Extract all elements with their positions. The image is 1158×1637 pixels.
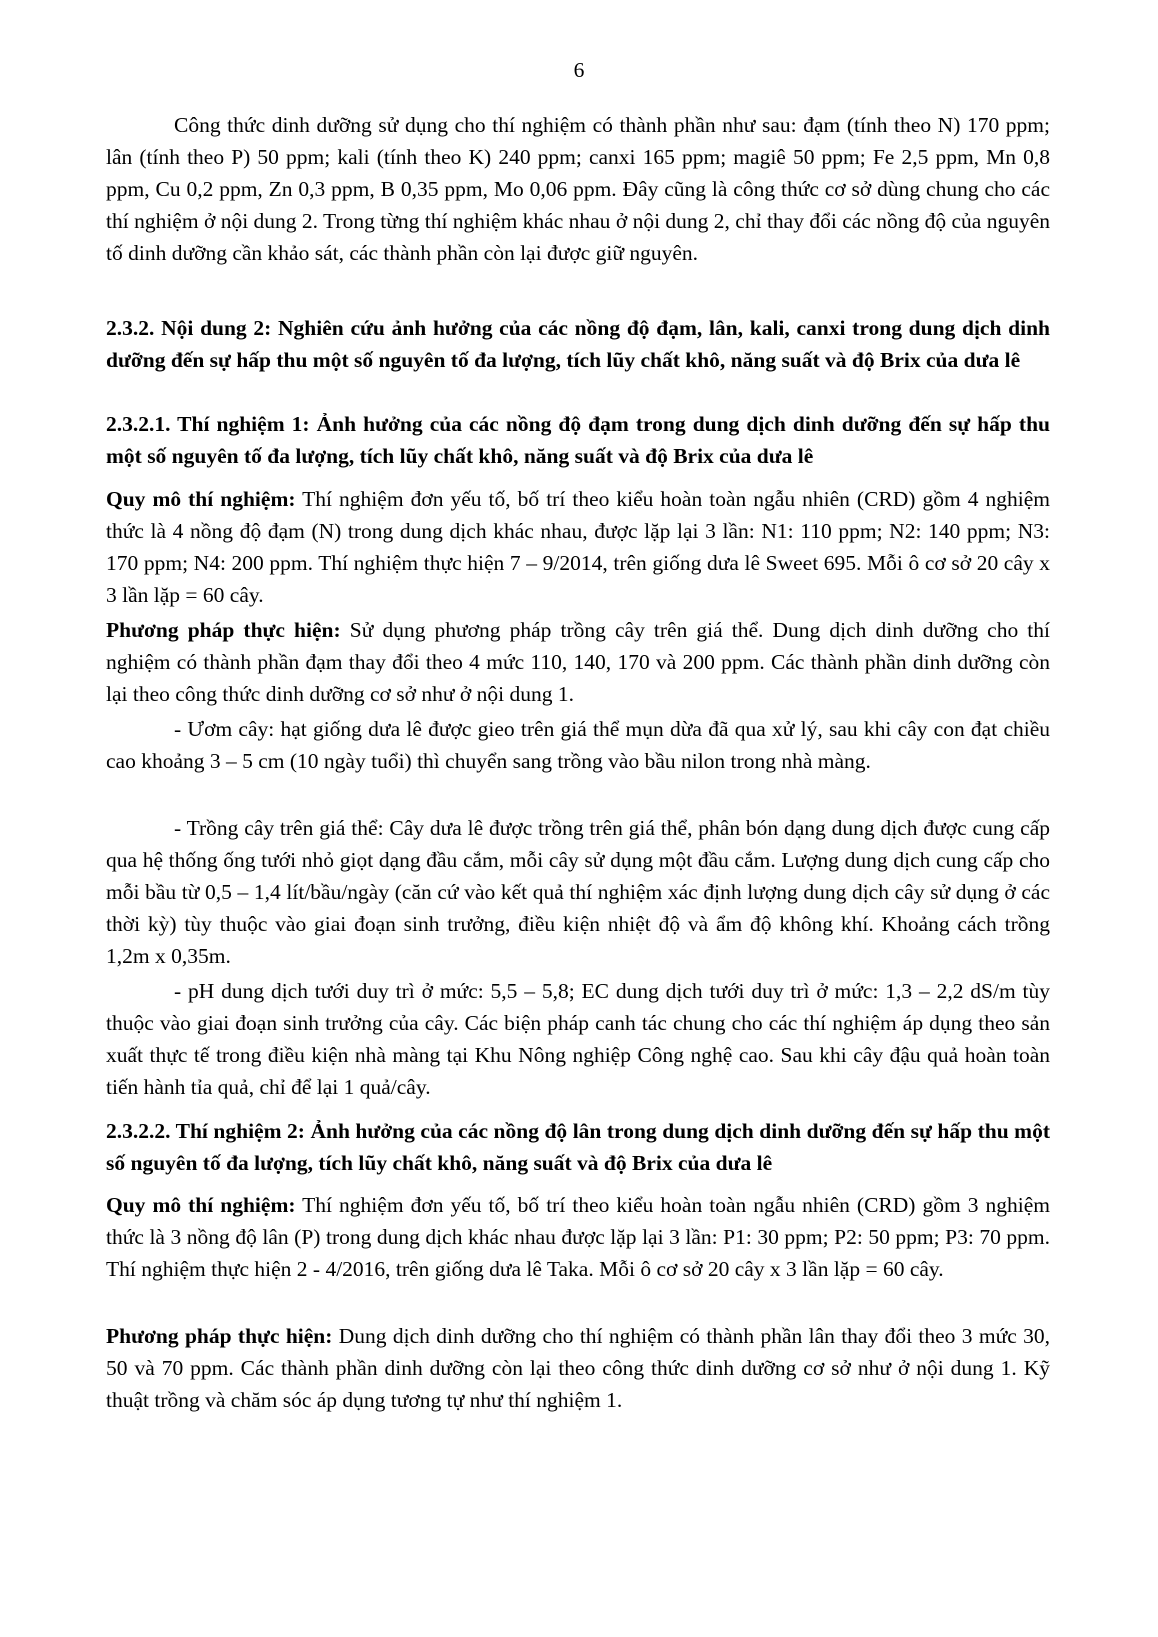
page-number: 6 bbox=[573, 58, 585, 82]
experiment-1-heading: 2.3.2.1. Thí nghiệm 1: Ảnh hưởng của các nồng độ đạm trong dung dịch dinh dưỡng đến sự hấp thu một số nguyên tố đa lượng, tích lũy chất khô, năng suất và độ Brix của dưa lê bbox=[106, 412, 1050, 468]
method-text: Sử dụng phương pháp trồng cây trên giá thể. Dung dịch dinh dưỡng cho thí nghiệm có thành phần đạm thay đổi theo 4 mức 110, 140, 170 và 200 ppm. Các thành phần dinh dưỡng còn lại theo công thức dinh dưỡng cơ sở như ở nội dung 1. bbox=[106, 618, 1050, 706]
experiment-1-seedling-bullet: - Ươm cây: hạt giống dưa lê được gieo trên giá thể mụn dừa đã qua xử lý, sau khi cây con đạt chiều cao khoảng 3 – 5 cm (10 ngày tuổi) thì chuyển sang trồng vào bầu nilon trong nhà màng. bbox=[106, 717, 1050, 773]
experiment-2-heading: 2.3.2.2. Thí nghiệm 2: Ảnh hưởng của các nồng độ lân trong dung dịch dinh dưỡng đến sự hấp thu một số nguyên tố đa lượng, tích lũy chất khô, năng suất và độ Brix của dưa lê bbox=[106, 1119, 1050, 1175]
experiment-1-method-paragraph bbox=[106, 614, 1050, 710]
method-label: Phương pháp thực hiện: bbox=[106, 1324, 333, 1348]
experiment-1-planting-bullet: - Trồng cây trên giá thể: Cây dưa lê được trồng trên giá thể, phân bón dạng dung dịch được cung cấp qua hệ thống ống tưới nhỏ giọt dạng đầu cắm, mỗi cây sử dụng một đầu cắm. Lượng dung dịch cung cấp cho mỗi bầu từ 0,5 – 1,4 lít/bầu/ngày (căn cứ vào kết quả thí nghiệm xác định lượng dung dịch cây sử dụng ở các thời kỳ) tùy thuộc vào giai đoạn sinh trưởng, điều kiện nhiệt độ và ẩm độ không khí. Khoảng cách trồng 1,2m x 0,35m. bbox=[106, 816, 1050, 968]
experiment-2-method-paragraph bbox=[106, 1320, 1050, 1416]
scale-text: Thí nghiệm đơn yếu tố, bố trí theo kiểu hoàn toàn ngẫu nhiên (CRD) gồm 3 nghiệm thức là 3 nồng độ lân (P) trong dung dịch khác nhau được lặp lại 3 lần: P1: 30 ppm; P2: 50 ppm; P3: 70 ppm. Thí nghiệm thực hiện 2 - 4/2016, trên giống dưa lê Taka. Mỗi ô cơ sở 20 cây x 3 lần lặp = 60 cây. bbox=[106, 1193, 1050, 1281]
experiment-1-ph-ec-bullet: - pH dung dịch tưới duy trì ở mức: 5,5 – 5,8; EC dung dịch tưới duy trì ở mức: 1,3 – 2,2 dS/m tùy thuộc vào giai đoạn sinh trưởng của cây. Các biện pháp canh tác chung cho các thí nghiệm áp dụng theo sản xuất thực tế trong điều kiện nhà màng tại Khu Nông nghiệp Công nghệ cao. Sau khi cây đậu quả hoàn toàn tiến hành tỉa quả, chỉ để lại 1 quả/cây. bbox=[106, 979, 1050, 1099]
intro-paragraph: Công thức dinh dưỡng sử dụng cho thí nghiệm có thành phần như sau: đạm (tính theo N) 170 ppm; lân (tính theo P) 50 ppm; kali (tính theo K) 240 ppm; canxi 165 ppm; magiê 50 ppm; Fe 2,5 ppm, Mn 0,8 ppm, Cu 0,2 ppm, Zn 0,3 ppm, B 0,35 ppm, Mo 0,06 ppm. Đây cũng là công thức cơ sở dùng chung cho các thí nghiệm ở nội dung 2. Trong từng thí nghiệm khác nhau ở nội dung 2, chỉ thay đổi các nồng độ của nguyên tố dinh dưỡng cần khảo sát, các thành phần còn lại được giữ nguyên. bbox=[106, 113, 1050, 265]
method-label: Phương pháp thực hiện: bbox=[106, 618, 341, 642]
experiment-2-scale-paragraph bbox=[106, 1189, 1050, 1285]
scale-text: Thí nghiệm đơn yếu tố, bố trí theo kiểu hoàn toàn ngẫu nhiên (CRD) gồm 4 nghiệm thức là 4 nồng độ đạm (N) trong dung dịch khác nhau, được lặp lại 3 lần: N1: 110 ppm; N2: 140 ppm; N3: 170 ppm; N4: 200 ppm. Thí nghiệm thực hiện 7 – 9/2014, trên giống dưa lê Sweet 695. Mỗi ô cơ sở 20 cây x 3 lần lặp = 60 cây. bbox=[106, 487, 1050, 607]
experiment-1-scale-paragraph bbox=[106, 483, 1050, 611]
section-2-3-2-heading: 2.3.2. Nội dung 2: Nghiên cứu ảnh hưởng của các nồng độ đạm, lân, kali, canxi trong dung dịch dinh dưỡng đến sự hấp thu một số nguyên tố đa lượng, tích lũy chất khô, năng suất và độ Brix của dưa lê bbox=[106, 316, 1050, 372]
method-text: Dung dịch dinh dưỡng cho thí nghiệm có thành phần lân thay đổi theo 3 mức 30, 50 và 70 ppm. Các thành phần dinh dưỡng còn lại theo công thức dinh dưỡng cơ sở như ở nội dung 1. Kỹ thuật trồng và chăm sóc áp dụng tương tự như thí nghiệm 1. bbox=[106, 1324, 1050, 1412]
scale-label: Quy mô thí nghiệm: bbox=[106, 1193, 296, 1217]
scale-label: Quy mô thí nghiệm: bbox=[106, 487, 296, 511]
